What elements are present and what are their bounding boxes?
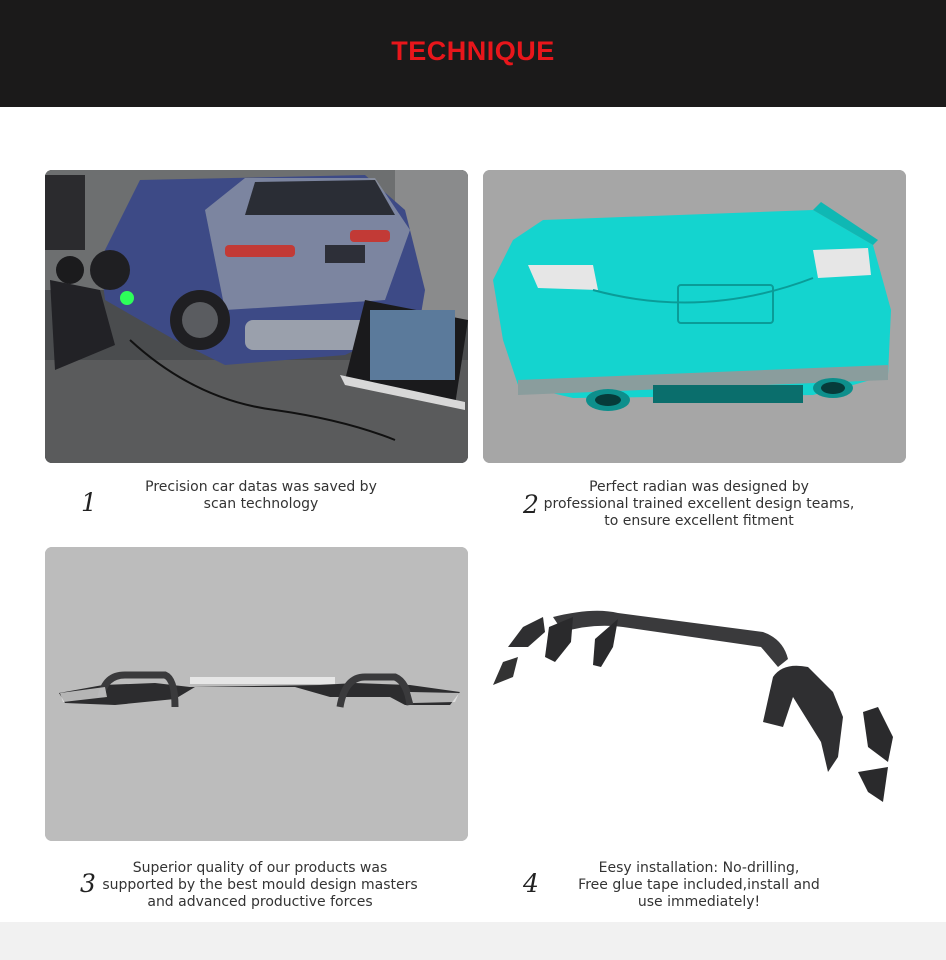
step-4-caption-line: use immediately! <box>637 894 761 910</box>
step-2-caption-line: to ensure excellent fitment <box>604 513 794 529</box>
step-4-caption-line: Eesy installation: No-drilling, <box>598 860 800 876</box>
step-1-caption-line: scan technology <box>203 496 319 512</box>
step-1-caption <box>111 479 411 513</box>
footer-strip <box>0 922 946 960</box>
header-banner <box>0 0 946 107</box>
step-1-caption-line: Precision car datas was saved by <box>145 479 377 495</box>
step-1-number: 1 <box>81 488 97 517</box>
step-2-caption-line: Perfect radian was designed by <box>589 479 809 495</box>
step-4-number: 4 <box>523 869 539 898</box>
step-3-caption-line: and advanced productive forces <box>147 894 373 910</box>
cad-rear-bumper-model <box>483 170 906 463</box>
step-2-caption-line: professional trained excellent design teams, <box>543 496 855 512</box>
diffuser-parts-photo <box>483 547 906 841</box>
step-3-number: 3 <box>80 869 96 898</box>
step-4-caption <box>560 860 838 911</box>
step-4-caption-line: Free glue tape included,install and <box>578 877 820 893</box>
step-2-number: 2 <box>523 490 539 519</box>
step-3-caption <box>100 860 420 911</box>
step-3-caption-line: Superior quality of our products was <box>132 860 388 876</box>
step-2-caption <box>540 479 858 530</box>
page-title: TECHNIQUE <box>391 36 555 66</box>
diffuser-mould-render <box>45 547 468 841</box>
step-3-caption-line: supported by the best mould design masters <box>102 877 418 893</box>
car-3d-scanning-photo <box>45 170 468 463</box>
